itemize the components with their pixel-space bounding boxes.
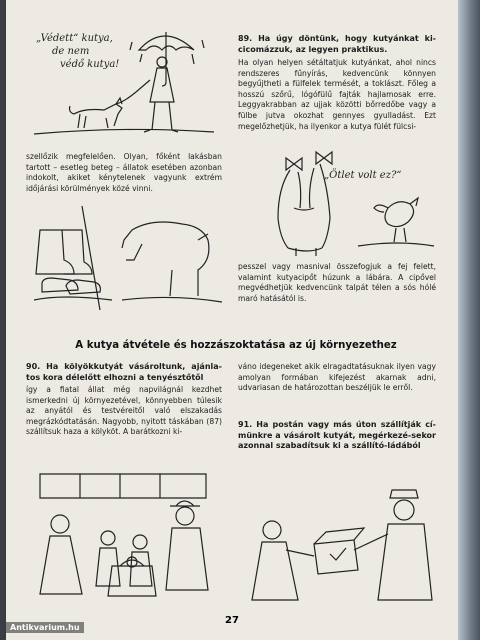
section-title: A kutya átvétele és hozzászoktatása az új környezethez <box>75 340 397 351</box>
book-page <box>6 0 458 640</box>
watermark: Antikvarium.hu <box>6 622 84 633</box>
item-89-continued-text: pesszel vagy masnival összefogjuk a fej felett, valamint kutyacipőt húzunk a lábára. A cipővel megvédhetjük kedvencünk talpát télen a sós hólé maró hatásától is. <box>238 262 436 303</box>
item-90-body: így a fiatal állat még napvilágnál kezdhet ismerkedni új környezetével, könnyebben túlesik az anyától és testvéreitől való elszakadás megrázkódtatásán. Nagyobb, nyitott táskában (87) szállítsuk haza a kölyköt. A barátkozni ki- <box>26 385 222 437</box>
item-90-continued <box>238 362 436 394</box>
item-89-body: Ha olyan helyen sétáltatjuk kutyánkat, ahol nincs rendszeres fűnyírás, kedvencünk könnyen begyűjtheti a fülfelek termését, a toklászt. Főleg a hosszú szőrű, lógófülű fajták hajlamosak erre. Leggyakrabban az ujjak közötti bőrredőbe vagy a fülbe jutva okozhat gennyes gyulladást. Ezt megelőzhetjük, ha ilyenkor a kutya fülét fülcsi- <box>238 58 436 131</box>
item-90-continued-text: váno idegeneket akik elragadtatásuknak ilyen vagy amolyan formában kifejezést akarnak adni, udvariasan de határozottan beszéljük le erről. <box>238 362 436 393</box>
item-90 <box>26 362 222 438</box>
family-puppy-illustration <box>20 470 226 605</box>
postman-box-illustration <box>242 470 442 605</box>
item-90-heading: 90. Ha kölyökkutyát vásároltunk, ajánla-tos kora délelőtt elhozni a tenyésztőtől <box>26 362 222 382</box>
caption-line-2: de nem <box>52 46 90 57</box>
caption-line-3: védő kutya! <box>60 59 120 70</box>
item-89 <box>238 34 436 132</box>
item-89-continued <box>238 262 436 304</box>
left-top-text <box>26 152 222 194</box>
paragraph-ventilation: szellőzik megfelelően. Olyan, főként lakásban tartott – esetleg beteg – állatok esetében azonban indokolt, akiket kénytelenek vagyunk extrém időjárási körülmények közé vinni. <box>26 152 222 193</box>
page-number: 27 <box>225 615 239 626</box>
umbrella-caption <box>36 32 119 71</box>
item-89-heading: 89. Ha úgy döntünk, hogy kutyánkat ki-cicomázzuk, az legyen praktikus. <box>238 34 436 54</box>
item-91 <box>238 420 436 452</box>
item-91-heading: 91. Ha postán vagy más úton szállítják cí-münkre a vásárolt kutyát, megérkezé-sekor azonnal szabadítsuk ki a szállító-ládából <box>238 420 436 450</box>
caption-line-1: „Védett“ kutya, <box>36 33 113 44</box>
boots-dog-illustration <box>22 200 232 315</box>
bow-dog-illustration <box>238 148 438 258</box>
book-edge <box>458 0 480 640</box>
bow-dog-caption: „Ötlet volt ez?“ <box>324 170 402 181</box>
